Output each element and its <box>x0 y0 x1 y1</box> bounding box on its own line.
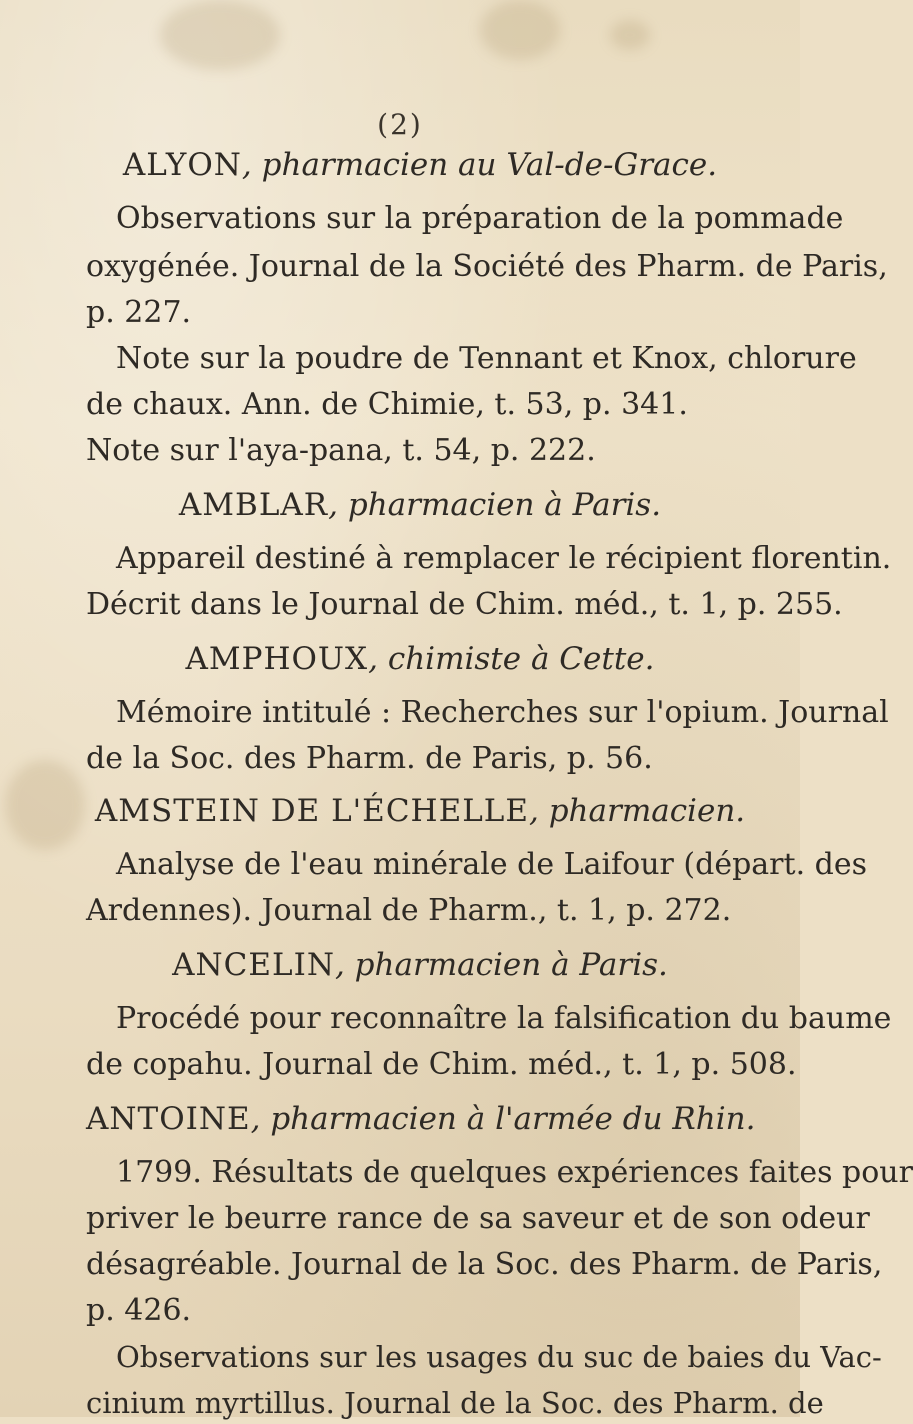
entry-line: priver le beurre rance de sa saveur et de son odeur <box>86 1201 870 1236</box>
author-role: , pharmacien. <box>529 793 746 829</box>
paper-stain <box>160 0 280 70</box>
entry-line: de chaux. Ann. de Chimie, t. 53, p. 341. <box>86 387 688 422</box>
entry-line: 1799. Résultats de quelques expériences faites pour <box>116 1155 913 1190</box>
entry-line: désagréable. Journal de la Soc. des Pharm. de Paris, <box>86 1247 883 1282</box>
entry-line: p. 227. <box>86 295 192 330</box>
entry-heading-amphoux <box>86 638 754 680</box>
entry-line: Appareil destiné à remplacer le récipient florentin. <box>116 541 892 576</box>
entry-line: cinium myrtillus. Journal de la Soc. des Pharm. de <box>86 1386 824 1420</box>
author-name: ALYON <box>122 147 242 183</box>
author-role: , pharmacien à Paris. <box>334 947 668 983</box>
entry-line: de la Soc. des Pharm. de Paris, p. 56. <box>86 741 653 776</box>
author-role: , pharmacien à l'armée du Rhin. <box>250 1101 756 1137</box>
entry-line: Mémoire intitulé : Recherches sur l'opium. Journal <box>116 695 889 730</box>
entry-line: oxygénée. Journal de la Société des Pharm. de Paris, <box>86 249 888 284</box>
entry-line: p. 426. <box>86 1293 192 1328</box>
entry-heading-antoine <box>86 1098 754 1140</box>
entry-line: Observations sur les usages du suc de baies du Vac- <box>116 1340 882 1374</box>
author-name: AMPHOUX <box>185 641 369 677</box>
entry-line: Ardennes). Journal de Pharm., t. 1, p. 272. <box>86 893 732 928</box>
author-name: ANCELIN <box>172 947 335 983</box>
author-name: AMBLAR <box>178 487 329 523</box>
entry-line: Note sur la poudre de Tennant et Knox, chlorure <box>116 341 857 376</box>
entry-line: Décrit dans le Journal de Chim. méd., t. 1, p. 255. <box>86 587 843 622</box>
author-role: , pharmacien au Val-de-Grace. <box>241 147 718 183</box>
entry-line: de copahu. Journal de Chim. méd., t. 1, p. 508. <box>86 1047 797 1082</box>
paper-stain <box>610 20 650 50</box>
author-name: ANTOINE <box>86 1101 251 1137</box>
entry-line: Procédé pour reconnaître la falsification du baume <box>116 1001 892 1036</box>
entry-heading-alyon <box>86 144 754 186</box>
paper-stain <box>5 760 85 850</box>
entry-line: Observations sur la préparation de la pommade <box>116 201 844 236</box>
author-role: , pharmacien à Paris. <box>328 487 662 523</box>
entry-heading-amstein <box>86 790 754 832</box>
paper-stain <box>480 0 560 60</box>
entry-line: Note sur l'aya-pana, t. 54, p. 222. <box>86 433 596 468</box>
entry-heading-ancelin <box>86 944 754 986</box>
author-name: AMSTEIN DE L'ÉCHELLE <box>94 793 529 829</box>
entry-line: Analyse de l'eau minérale de Laifour (départ. des <box>116 847 867 882</box>
page-number: (2) <box>377 108 423 141</box>
author-role: , chimiste à Cette. <box>368 641 655 677</box>
entry-heading-amblar <box>86 484 754 526</box>
